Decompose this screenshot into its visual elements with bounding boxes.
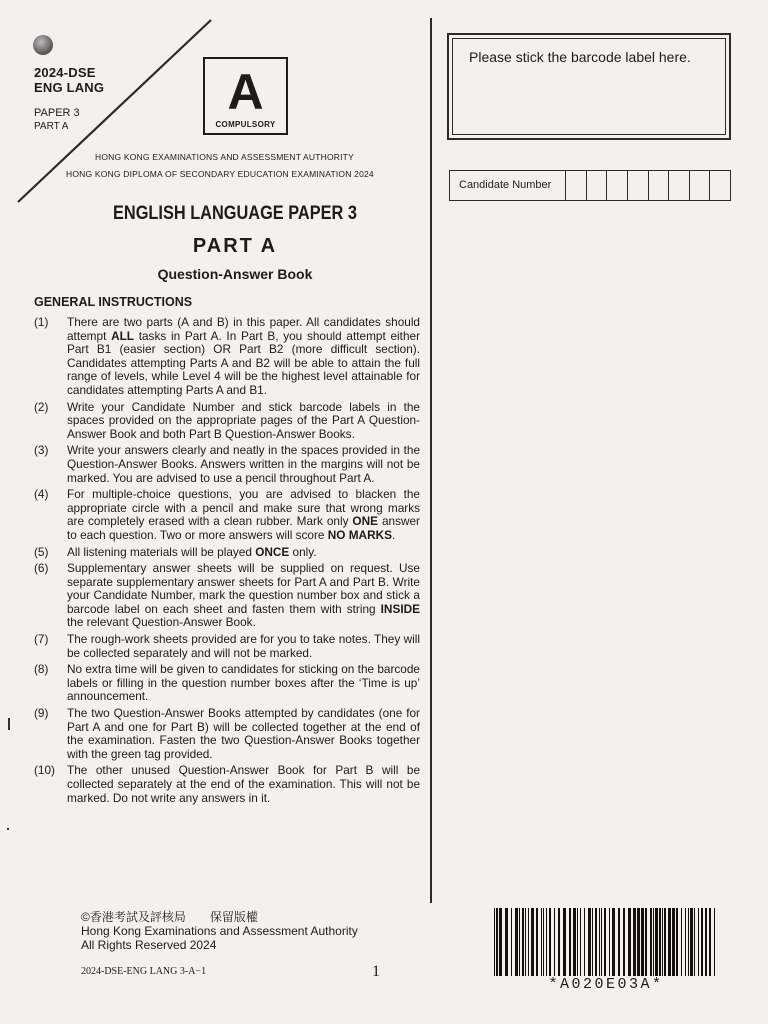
candidate-number-label: Candidate Number bbox=[450, 171, 566, 200]
barcode-image bbox=[494, 908, 718, 978]
instruction-item bbox=[34, 707, 420, 761]
compulsory-letter: A bbox=[227, 64, 264, 120]
barcode-bar bbox=[543, 908, 544, 976]
barcode-bar bbox=[688, 908, 689, 976]
barcode-bar bbox=[641, 908, 644, 976]
barcode-label-inner-frame bbox=[452, 38, 726, 135]
barcode-bar bbox=[604, 908, 606, 976]
candidate-digit-cell[interactable] bbox=[710, 171, 730, 200]
subject-name: ENG LANG bbox=[34, 80, 105, 95]
barcode-bar bbox=[659, 908, 661, 976]
barcode-bar bbox=[554, 908, 555, 976]
instruction-item bbox=[34, 444, 420, 485]
barcode-bar bbox=[628, 908, 631, 976]
margin-dot bbox=[7, 828, 9, 830]
barcode-bar bbox=[664, 908, 666, 976]
instruction-item bbox=[34, 546, 420, 560]
instruction-item bbox=[34, 663, 420, 704]
instruction-number: (8) bbox=[34, 662, 49, 677]
instruction-number: (10) bbox=[34, 763, 55, 778]
barcode-bar bbox=[698, 908, 699, 976]
barcode-bar bbox=[536, 908, 538, 976]
instructions-heading: GENERAL INSTRUCTIONS bbox=[34, 295, 193, 309]
instruction-number: (1) bbox=[34, 315, 49, 329]
instruction-number: (6) bbox=[34, 561, 49, 576]
instruction-item bbox=[34, 764, 420, 805]
instruction-item bbox=[34, 633, 420, 660]
instruction-text: The rough-work sheets provided are for you to take notes. They will be collected separately and will not be marked. bbox=[67, 632, 420, 660]
instruction-text: For multiple-choice questions, you are advised to blacken the appropriate circle with a pencil and make sure that wrong marks are completely erased with a clean rubber. Mark only ONE answer to each question. Two or more answers will score NO MARKS. bbox=[67, 487, 420, 542]
margin-mark bbox=[8, 718, 10, 730]
barcode-bar bbox=[558, 908, 560, 976]
barcode-bar bbox=[645, 908, 647, 976]
barcode-bar bbox=[525, 908, 526, 976]
barcode-bar bbox=[650, 908, 652, 976]
instruction-item bbox=[34, 562, 420, 630]
barcode-bar bbox=[676, 908, 678, 976]
barcode-bar bbox=[531, 908, 534, 976]
page-number: 1 bbox=[372, 963, 380, 980]
barcode-bar bbox=[511, 908, 512, 976]
barcode-bar bbox=[714, 908, 715, 976]
candidate-number-box bbox=[449, 170, 731, 201]
barcode-bar bbox=[694, 908, 695, 976]
barcode-bar bbox=[609, 908, 610, 976]
barcode-bar bbox=[522, 908, 524, 976]
barcode-bar bbox=[612, 908, 615, 976]
barcode-label-instruction: Please stick the barcode label here. bbox=[469, 49, 691, 65]
barcode-bar bbox=[672, 908, 675, 976]
copyright-chinese: ©香港考試及評核局 保留版權 bbox=[81, 910, 258, 924]
barcode-bar bbox=[573, 908, 576, 976]
instruction-text: There are two parts (A and B) in this paper. All candidates should attempt ALL tasks in Part A. In Part B, you should attempt either Part B1 (easier section) OR Part B2 (more difficult section). Candidates attempting Parts A and B2 will be able to attain the full range of levels, while Level 4 will be the highest level attainable for candidates attempting Parts A and B1. bbox=[67, 315, 420, 397]
compulsory-badge bbox=[203, 57, 288, 135]
barcode-bar bbox=[515, 908, 518, 976]
barcode-bar bbox=[580, 908, 581, 976]
barcode-bar bbox=[528, 908, 529, 976]
instructions-list bbox=[34, 316, 420, 808]
candidate-digit-cell[interactable] bbox=[628, 171, 649, 200]
barcode-bar bbox=[705, 908, 707, 976]
barcode-bar bbox=[494, 908, 495, 976]
barcode-bar bbox=[655, 908, 658, 976]
instruction-item bbox=[34, 316, 420, 398]
copyright-notice bbox=[81, 910, 358, 952]
paper-title: ENGLISH LANGUAGE PAPER 3 bbox=[113, 203, 357, 224]
barcode-bar bbox=[563, 908, 566, 976]
candidate-digit-cell[interactable] bbox=[607, 171, 628, 200]
barcode-bar bbox=[601, 908, 602, 976]
copyright-rights: All Rights Reserved 2024 bbox=[81, 938, 217, 952]
barcode-bar bbox=[541, 908, 542, 976]
instruction-number: (9) bbox=[34, 706, 49, 721]
barcode-bar bbox=[595, 908, 597, 976]
authority-name: HONG KONG EXAMINATIONS AND ASSESSMENT AUTHORITY bbox=[95, 152, 354, 162]
barcode-caption: *A020E03A* bbox=[548, 976, 664, 993]
instruction-text: The two Question-Answer Books attempted by candidates (one for Part A and one for Part B) will be collected together at the end of the examination. Fasten the two Question-Answer Books together with the green tag provided. bbox=[67, 706, 420, 761]
barcode-bar bbox=[685, 908, 686, 976]
barcode-bar bbox=[653, 908, 654, 976]
instruction-text: No extra time will be given to candidates for sticking on the barcode labels or filling in the question number boxes after the ‘Time is up’ announcement. bbox=[67, 662, 420, 704]
instruction-number: (7) bbox=[34, 632, 49, 647]
instruction-text: Write your answers clearly and neatly in the spaces provided in the Question-Answer Books. Answers written in the margins will not be marked. You are advised to use a pencil throughout Part A. bbox=[67, 443, 420, 485]
instruction-text: The other unused Question-Answer Book for Part B will be collected separately at the end of the examination. This will not be marked. Do not write any answers in it. bbox=[67, 763, 420, 805]
barcode-bar bbox=[499, 908, 502, 976]
instruction-item bbox=[34, 488, 420, 542]
instruction-text: Supplementary answer sheets will be supplied on request. Use separate supplementary answer sheets for Part A and Part B. Write your Candidate Number, mark the question number box and stick a barcode label on each sheet and fasten them with string INSIDE the relevant Question-Answer Book. bbox=[67, 561, 420, 630]
instruction-number: (2) bbox=[34, 399, 49, 414]
barcode-bar bbox=[496, 908, 498, 976]
barcode-bar bbox=[668, 908, 671, 976]
copyright-authority: Hong Kong Examinations and Assessment Authority bbox=[81, 924, 358, 938]
instruction-text: All listening materials will be played ONCE only. bbox=[67, 544, 317, 559]
candidate-digit-cell[interactable] bbox=[587, 171, 608, 200]
instruction-text: Write your Candidate Number and stick barcode labels in the spaces provided on the appropriate pages of the Part A Question-Answer Book and both Part B Question-Answer Books. bbox=[67, 399, 420, 441]
compulsory-label: COMPULSORY bbox=[215, 120, 276, 129]
page-divider bbox=[430, 18, 432, 903]
barcode-bar bbox=[681, 908, 682, 976]
candidate-digit-cell[interactable] bbox=[649, 171, 670, 200]
exam-name: HONG KONG DIPLOMA OF SECONDARY EDUCATION EXAMINATION 2024 bbox=[66, 169, 374, 179]
barcode-bar bbox=[599, 908, 600, 976]
barcode-bar bbox=[709, 908, 711, 976]
instruction-item bbox=[34, 401, 420, 442]
barcode-bar bbox=[569, 908, 571, 976]
part-title: PART A bbox=[192, 235, 278, 257]
barcode-bar bbox=[588, 908, 591, 976]
candidate-digit-cell[interactable] bbox=[566, 171, 587, 200]
footer-paper-code: 2024-DSE-ENG LANG 3-A−1 bbox=[81, 966, 207, 977]
barcode-bar bbox=[637, 908, 640, 976]
barcode-label-area bbox=[447, 33, 731, 140]
barcode-bar bbox=[584, 908, 585, 976]
instruction-number: (5) bbox=[34, 544, 49, 559]
barcode-bar bbox=[549, 908, 551, 976]
barcode-bar bbox=[519, 908, 520, 976]
barcode-bar bbox=[623, 908, 625, 976]
paper-number: PAPER 3 bbox=[34, 107, 80, 119]
barcode-bar bbox=[633, 908, 636, 976]
paper-part: PART A bbox=[34, 121, 69, 132]
book-title: Question-Answer Book bbox=[157, 266, 313, 282]
candidate-digit-cell[interactable] bbox=[690, 171, 711, 200]
barcode-bar bbox=[577, 908, 578, 976]
barcode-bar bbox=[592, 908, 593, 976]
subject-code: 2024-DSE bbox=[34, 65, 96, 80]
barcode-bar bbox=[546, 908, 547, 976]
barcode-bar bbox=[662, 908, 663, 976]
instruction-number: (3) bbox=[34, 443, 49, 458]
barcode-bar bbox=[618, 908, 620, 976]
candidate-digit-cell[interactable] bbox=[669, 171, 690, 200]
instruction-number: (4) bbox=[34, 487, 49, 502]
barcode-bar bbox=[505, 908, 508, 976]
barcode-bar bbox=[690, 908, 693, 976]
barcode-bar bbox=[701, 908, 703, 976]
